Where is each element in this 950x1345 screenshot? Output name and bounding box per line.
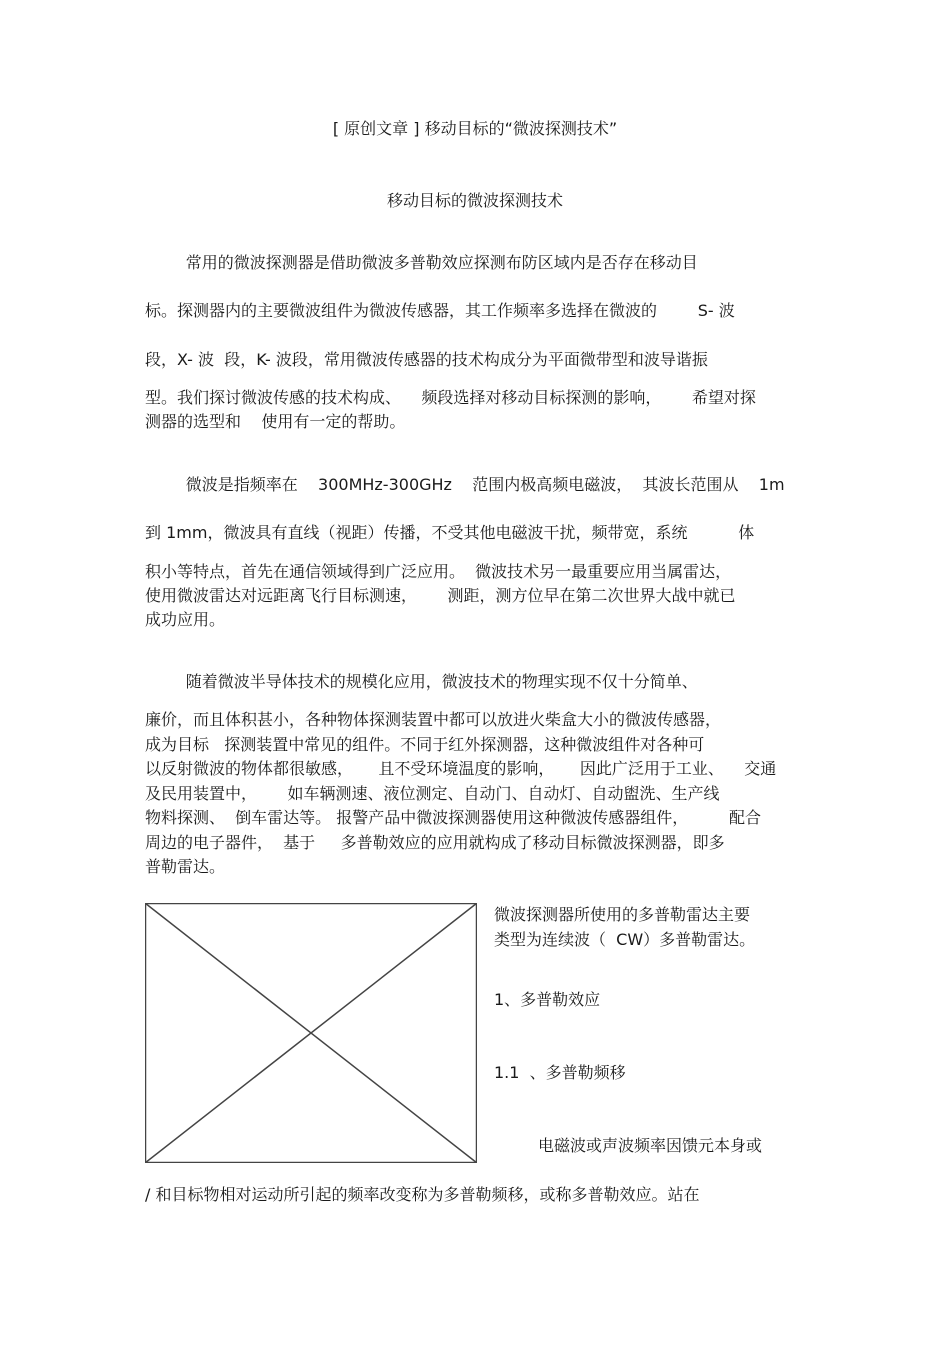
para2-line-3: 积小等特点，首先在通信领域得到广泛应用。 微波技术另一最重要应用当属雷达， — [145, 562, 732, 581]
side-text-line-1: 微波探测器所使用的多普勒雷达主要 — [494, 905, 751, 924]
para3-line-1: 随着微波半导体技术的规模化应用，微波技术的物理实现不仅十分简单、 — [145, 672, 698, 691]
para3-line-6: 物料探测、 倒车雷达等。 报警产品中微波探测器使用这种微波传感器组件， 配合 — [145, 808, 761, 827]
heading-doppler-effect: 1、多普勒效应 — [494, 990, 601, 1009]
para3-line-8: 普勒雷达。 — [145, 857, 226, 876]
para1-line-3: 段，X- 波 段，K- 波段，常用微波传感器的技术构成分为平面微带型和波导谐振 — [145, 350, 708, 369]
para2-line-4: 使用微波雷达对远距离飞行目标测速， 测距，测方位早在第二次世界大战中就已 — [145, 586, 736, 605]
broken-image-icon — [145, 903, 477, 1163]
para3-line-4: 以反射微波的物体都很敏感， 且不受环境温度的影响， 因此广泛用于工业、 交通 — [145, 759, 777, 778]
side-text-last: 电磁波或声波频率因馈元本身或 — [538, 1136, 763, 1155]
para2-line-5: 成功应用。 — [145, 610, 226, 629]
para3-line-3: 成为目标 探测装置中常见的组件。不同于红外探测器，这种微波组件对各种可 — [145, 735, 705, 754]
para2-line-1: 微波是指频率在 300MHz-300GHz 范围内极高频电磁波， 其波长范围从 1m — [145, 475, 785, 494]
para3-line-2: 廉价，而且体积甚小，各种物体探测装置中都可以放进火柴盒大小的微波传感器， — [145, 710, 722, 729]
para1-line-5: 测器的选型和 使用有一定的帮助。 — [145, 412, 406, 431]
para1-line-2: 标。探测器内的主要微波组件为微波传感器，其工作频率多选择在微波的 S- 波 — [145, 301, 735, 320]
bottom-text-line: / 和目标物相对运动所引起的频率改变称为多普勒频移，或称多普勒效应。站在 — [145, 1185, 700, 1204]
article-subtitle: 移动目标的微波探测技术 — [386, 191, 563, 210]
para3-line-5: 及民用装置中， 如车辆测速、液位测定、自动门、自动灯、自动盥洗、生产线 — [145, 784, 720, 803]
image-placeholder — [145, 903, 477, 1163]
document-title: [ 原创文章 ] 移动目标的“微波探测技术” — [332, 119, 618, 138]
para1-line-1: 常用的微波探测器是借助微波多普勒效应探测布防区域内是否存在移动目 — [145, 253, 698, 272]
para3-line-7: 周边的电子器件， 基于 多普勒效应的应用就构成了移动目标微波探测器，即多 — [145, 833, 725, 852]
para1-line-4: 型。我们探讨微波传感的技术构成、 频段选择对移动目标探测的影响， 希望对探 — [145, 388, 756, 407]
side-text-line-2: 类型为连续波（ CW）多普勒雷达。 — [494, 930, 756, 949]
heading-doppler-shift: 1.1 、多普勒频移 — [494, 1063, 626, 1082]
para2-line-2: 到 1mm，微波具有直线（视距）传播，不受其他电磁波干扰，频带宽，系统 体 — [145, 523, 755, 542]
